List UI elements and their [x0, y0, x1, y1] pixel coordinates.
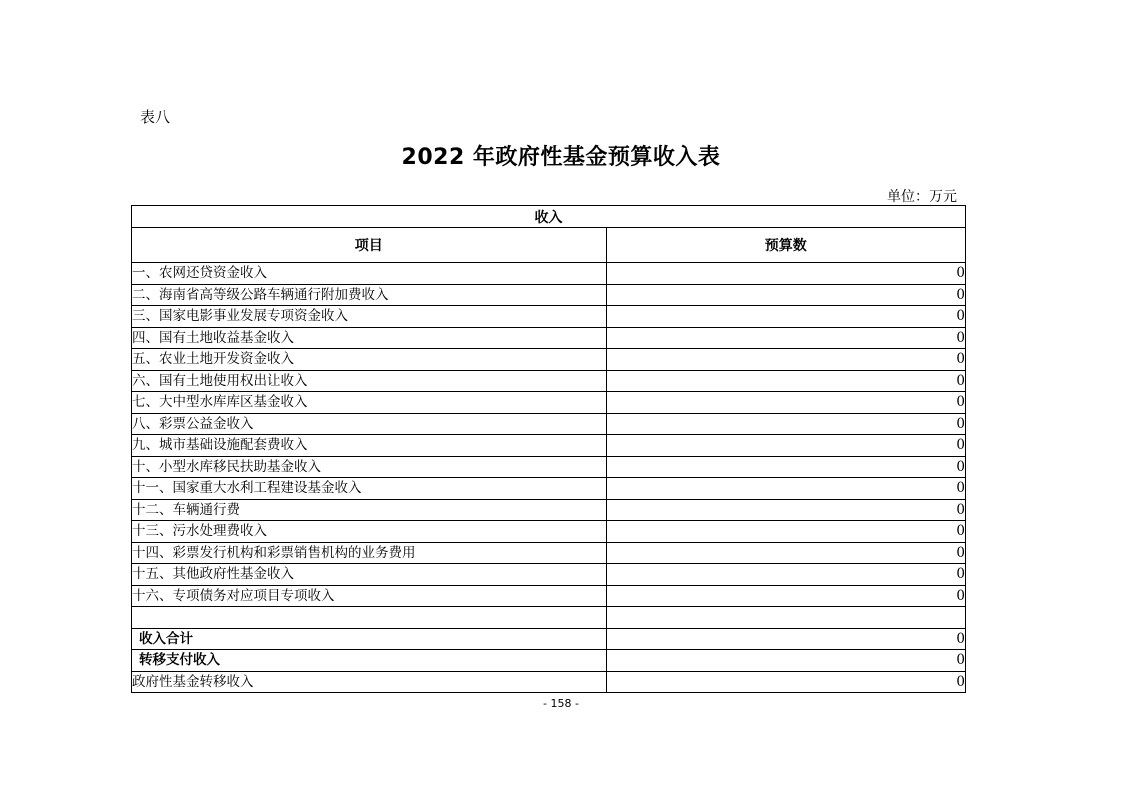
table-row: [132, 564, 966, 586]
row-value: 0: [606, 263, 965, 285]
row-value: 0: [606, 478, 965, 500]
fund-transfer-value: 0: [606, 671, 965, 693]
page-title: 2022 年政府性基金预算收入表: [401, 145, 721, 170]
page-number: - 158 -: [543, 697, 579, 710]
table-caption-row: [132, 206, 966, 228]
total-income-value: 0: [606, 628, 965, 650]
row-value: 0: [606, 306, 965, 328]
table-row: [132, 585, 966, 607]
table-row: [132, 327, 966, 349]
table-row: [132, 542, 966, 564]
row-label: 八、彩票公益金收入: [132, 413, 607, 435]
row-value: 0: [606, 370, 965, 392]
row-label: 十三、污水处理费收入: [132, 521, 607, 543]
table-label: 表八: [140, 108, 171, 126]
column-header-item: 项目: [132, 228, 607, 263]
row-label: 十二、车辆通行费: [132, 499, 607, 521]
row-value: [606, 607, 965, 629]
table-row: [132, 349, 966, 371]
row-value: 0: [606, 585, 965, 607]
fund-transfer-label: 政府性基金转移收入: [132, 671, 607, 693]
row-value: 0: [606, 499, 965, 521]
row-label: 五、农业土地开发资金收入: [132, 349, 607, 371]
row-label: 二、海南省高等级公路车辆通行附加费收入: [132, 284, 607, 306]
column-header-value: 预算数: [606, 228, 965, 263]
row-value: 0: [606, 521, 965, 543]
row-value: 0: [606, 413, 965, 435]
total-income-row: [132, 628, 966, 650]
budget-table: [131, 205, 966, 693]
row-value: 0: [606, 542, 965, 564]
table-row: [132, 478, 966, 500]
table-row: [132, 521, 966, 543]
table-row: [132, 370, 966, 392]
row-label: 九、城市基础设施配套费收入: [132, 435, 607, 457]
row-label: 十六、专项债务对应项目专项收入: [132, 585, 607, 607]
row-label: 十五、其他政府性基金收入: [132, 564, 607, 586]
table-header-row: [132, 228, 966, 263]
row-value: 0: [606, 284, 965, 306]
row-value: 0: [606, 392, 965, 414]
table-row: [132, 456, 966, 478]
row-value: 0: [606, 349, 965, 371]
table-row: [132, 284, 966, 306]
unit-label: 单位：万元: [887, 189, 957, 205]
fund-transfer-row: [132, 671, 966, 693]
row-label: 三、国家电影事业发展专项资金收入: [132, 306, 607, 328]
row-label: 一、农网还贷资金收入: [132, 263, 607, 285]
table-caption: 收入: [132, 206, 966, 228]
table-row: [132, 499, 966, 521]
table-row: [132, 263, 966, 285]
row-label: 七、大中型水库库区基金收入: [132, 392, 607, 414]
row-label: 十、小型水库移民扶助基金收入: [132, 456, 607, 478]
row-value: 0: [606, 564, 965, 586]
row-label: 四、国有土地收益基金收入: [132, 327, 607, 349]
table-body: [132, 263, 966, 629]
row-value: 0: [606, 435, 965, 457]
row-label: 六、国有土地使用权出让收入: [132, 370, 607, 392]
table-row: [132, 306, 966, 328]
transfer-income-label: 转移支付收入: [132, 650, 607, 672]
row-value: 0: [606, 327, 965, 349]
table-row: [132, 392, 966, 414]
transfer-income-value: 0: [606, 650, 965, 672]
row-value: 0: [606, 456, 965, 478]
row-label: 十四、彩票发行机构和彩票销售机构的业务费用: [132, 542, 607, 564]
row-label: [132, 607, 607, 629]
table-row: [132, 413, 966, 435]
transfer-income-row: [132, 650, 966, 672]
total-income-label: 收入合计: [132, 628, 607, 650]
row-label: 十一、国家重大水利工程建设基金收入: [132, 478, 607, 500]
table-row: [132, 435, 966, 457]
table-row: [132, 607, 966, 629]
